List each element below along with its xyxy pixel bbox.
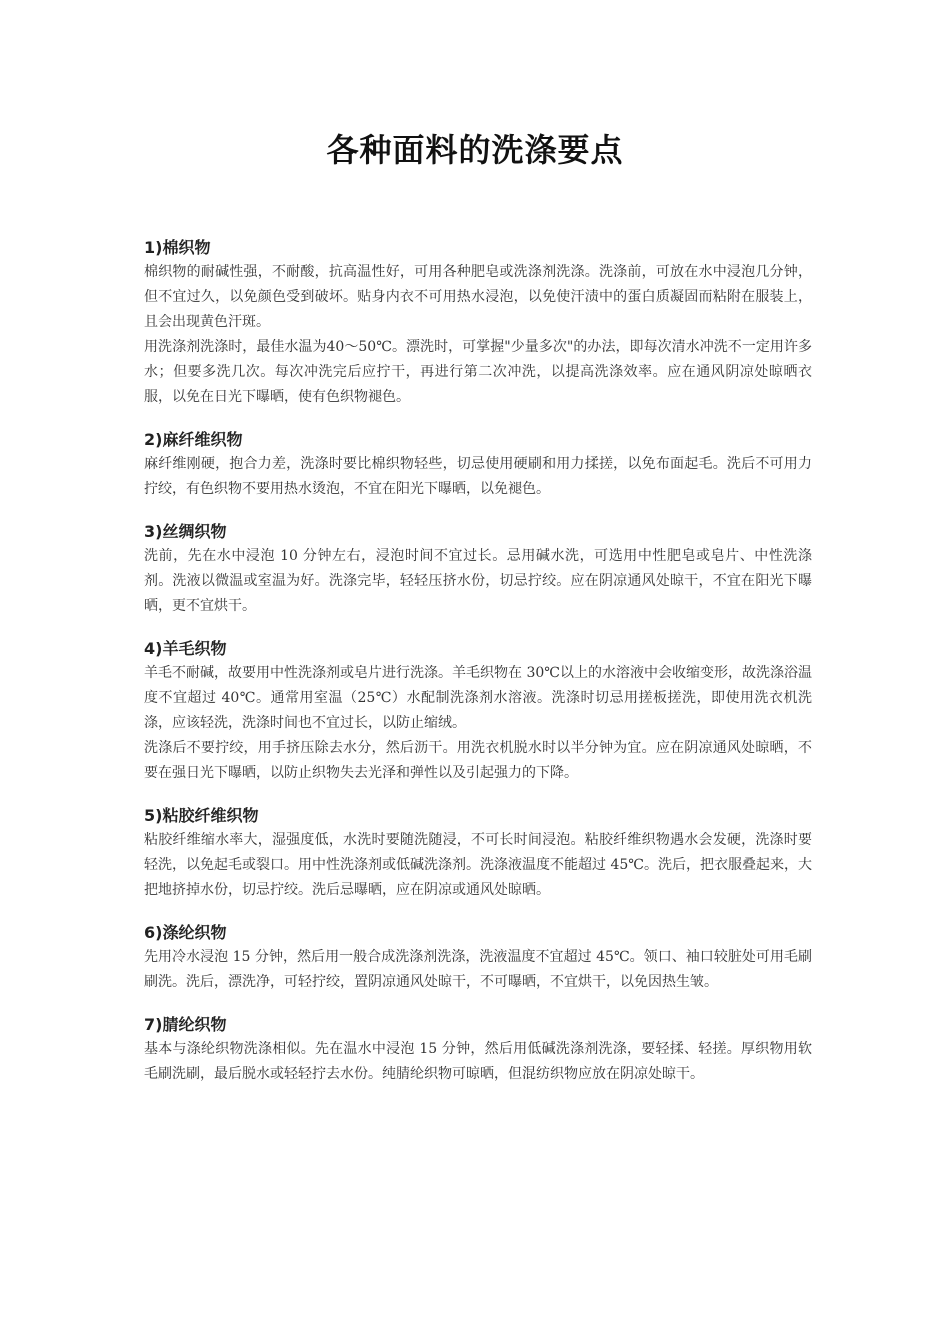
section-polyester	[144, 921, 812, 995]
section-heading: 5)粘胶纤维织物	[144, 806, 259, 825]
section-heading: 1)棉织物	[144, 238, 211, 257]
section-wool	[144, 637, 812, 786]
section-viscose	[144, 804, 812, 903]
paragraph: 麻纤维刚硬，抱合力差，洗涤时要比棉织物轻些，切忌使用硬刷和用力揉搓，以免布面起毛。洗后不可用力拧绞，有色织物不要用热水烫泡，不宜在阳光下曝晒，以免褪色。	[144, 456, 812, 497]
document-body	[144, 236, 812, 1105]
section-heading: 2)麻纤维织物	[144, 430, 243, 449]
section-acrylic	[144, 1013, 812, 1087]
paragraph: 洗涤后不要拧绞，用手挤压除去水分，然后沥干。用洗衣机脱水时以半分钟为宜。应在阴凉通风处晾晒，不要在强日光下曝晒，以防止织物失去光泽和弹性以及引起强力的下降。	[144, 740, 812, 781]
section-silk	[144, 520, 812, 619]
paragraph: 粘胶纤维缩水率大，湿强度低，水洗时要随洗随浸，不可长时间浸泡。粘胶纤维织物遇水会发硬，洗涤时要轻洗，以免起毛或裂口。用中性洗涤剂或低碱洗涤剂。洗涤液温度不能超过 45℃。洗后，把衣服叠起来，大把地挤掉水份，切忌拧绞。洗后忌曝晒，应在阴凉或通风处晾晒。	[144, 832, 812, 898]
section-cotton	[144, 236, 812, 410]
paragraph: 用洗涤剂洗涤时，最佳水温为40～50℃。漂洗时，可掌握"少量多次"的办法，即每次清水冲洗不一定用许多水；但要多洗几次。每次冲洗完后应拧干，再进行第二次冲洗，以提高洗涤效率。应在通风阴凉处晾晒衣服，以免在日光下曝晒，使有色织物褪色。	[144, 339, 812, 405]
document-title: 各种面料的洗涤要点	[326, 131, 624, 169]
paragraph: 基本与涤纶织物洗涤相似。先在温水中浸泡 15 分钟，然后用低碱洗涤剂洗涤，要轻揉、轻搓。厚织物用软毛刷洗刷，最后脱水或轻轻拧去水份。纯腈纶织物可晾晒，但混纺织物应放在阴凉处晾干。	[144, 1041, 812, 1082]
section-heading: 4)羊毛织物	[144, 639, 227, 658]
paragraph: 洗前，先在水中浸泡 10 分钟左右，浸泡时间不宜过长。忌用碱水洗，可选用中性肥皂或皂片、中性洗涤剂。洗液以微温或室温为好。洗涤完毕，轻轻压挤水份，切忌拧绞。应在阴凉通风处晾干，不宜在阳光下曝晒，更不宜烘干。	[144, 548, 812, 614]
section-heading: 3)丝绸织物	[144, 522, 227, 541]
paragraph: 先用冷水浸泡 15 分钟，然后用一般合成洗涤剂洗涤，洗液温度不宜超过 45℃。领口、袖口较脏处可用毛刷刷洗。洗后，漂洗净，可轻拧绞，置阴凉通风处晾干，不可曝晒，不宜烘干，以免因热生皱。	[144, 949, 812, 990]
section-heading: 6)涤纶织物	[144, 923, 227, 942]
section-linen	[144, 428, 812, 502]
paragraph: 棉织物的耐碱性强，不耐酸，抗高温性好，可用各种肥皂或洗涤剂洗涤。洗涤前，可放在水中浸泡几分钟，但不宜过久，以免颜色受到破坏。贴身内衣不可用热水浸泡，以免使汗渍中的蛋白质凝固而粘附在服装上，且会出现黄色汗斑。	[144, 264, 812, 330]
section-heading: 7)腈纶织物	[144, 1015, 227, 1034]
paragraph: 羊毛不耐碱，故要用中性洗涤剂或皂片进行洗涤。羊毛织物在 30℃以上的水溶液中会收缩变形，故洗涤浴温度不宜超过 40℃。通常用室温（25℃）水配制洗涤剂水溶液。洗涤时切忌用搓板搓洗，即使用洗衣机洗涤，应该轻洗，洗涤时间也不宜过长，以防止缩绒。	[144, 665, 812, 731]
